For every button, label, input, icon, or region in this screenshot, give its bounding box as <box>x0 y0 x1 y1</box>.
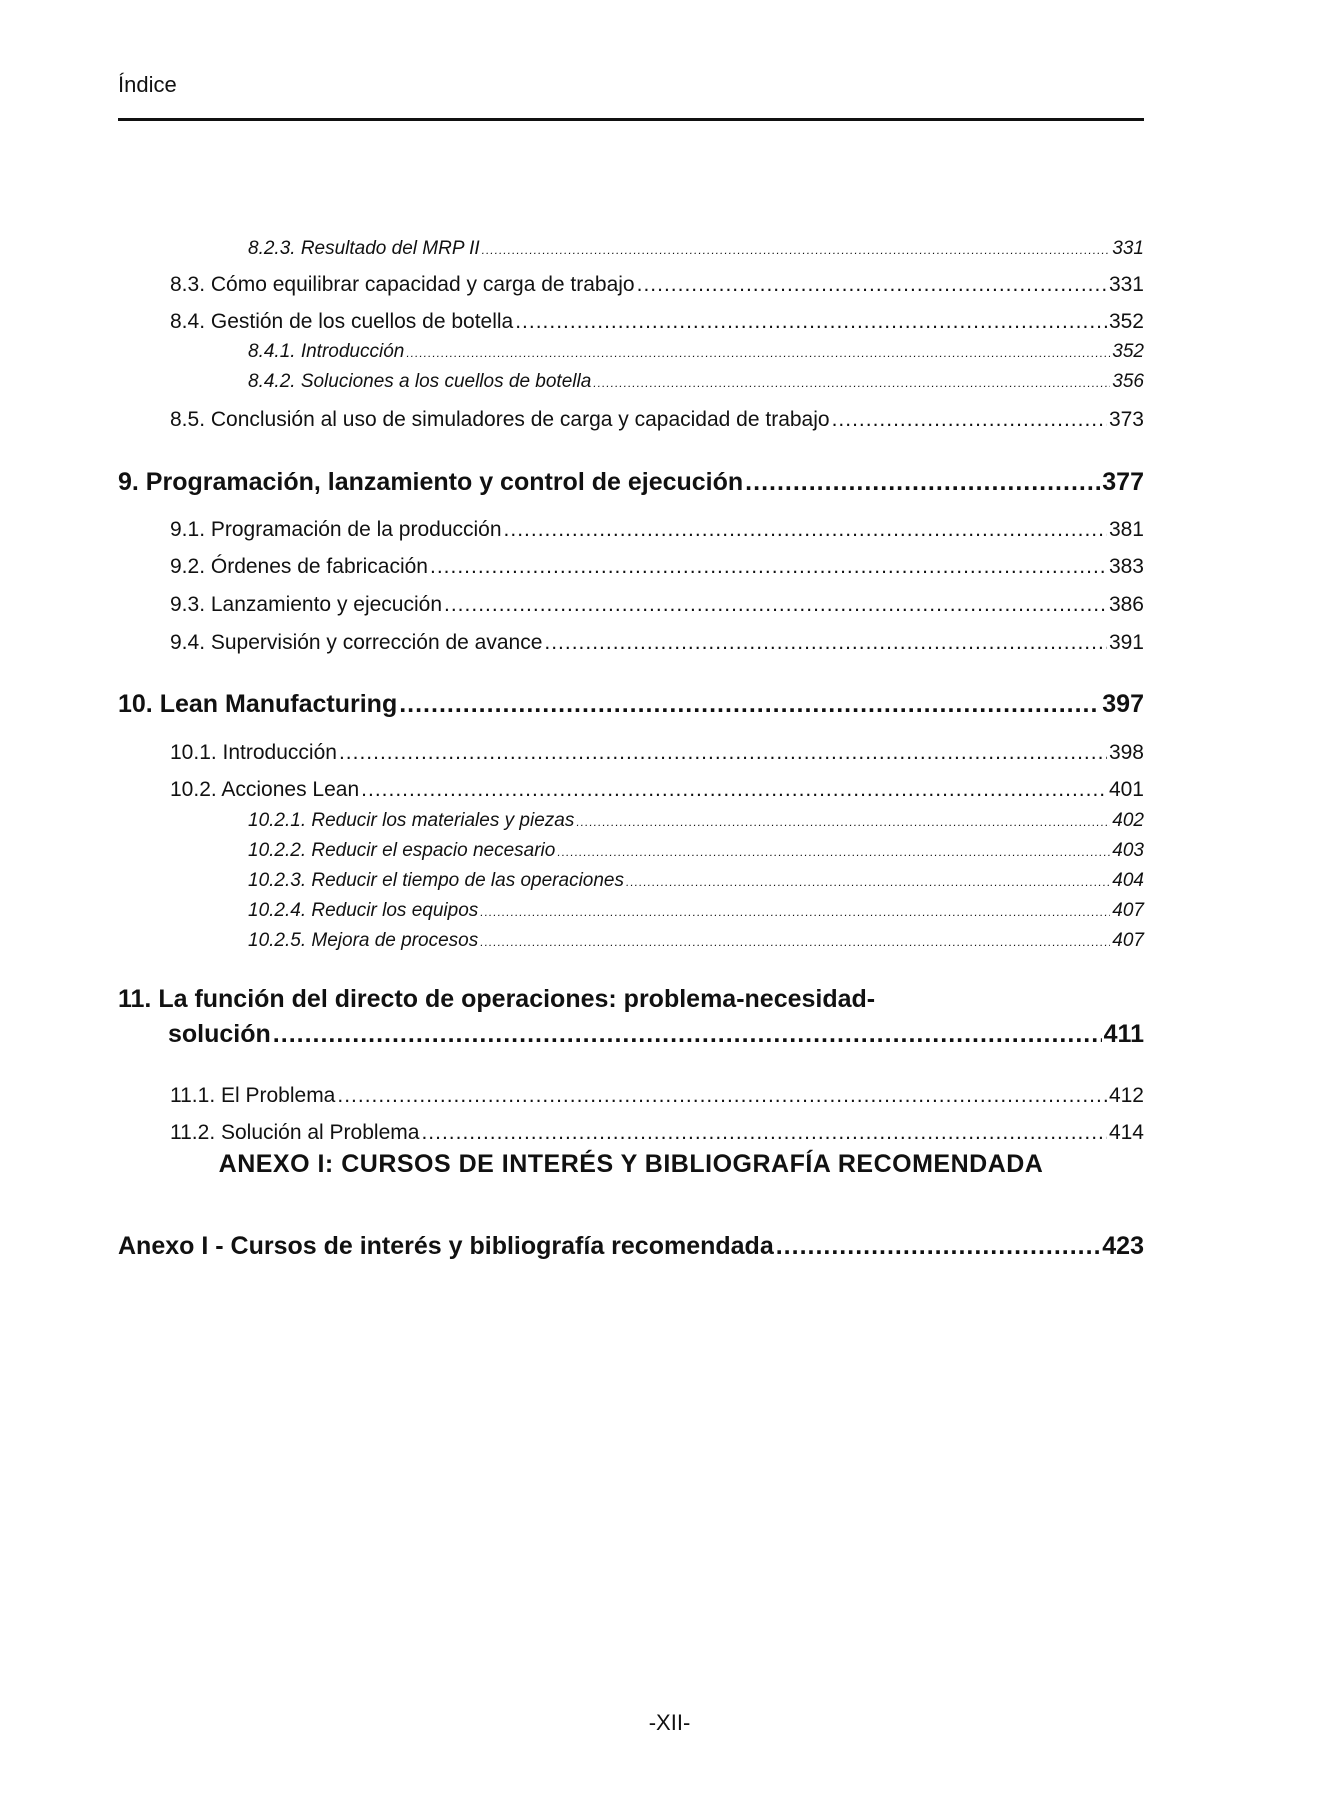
toc-entry-page: 331 <box>1112 238 1144 259</box>
toc-entry-page: 383 <box>1108 555 1144 578</box>
toc-entry-label: 8.4.2. Soluciones a los cuellos de botella <box>248 371 592 392</box>
dot-leader <box>637 273 1107 297</box>
toc-entry-page: 407 <box>1112 930 1144 951</box>
toc-chapter-label: 11. La función del directo de operaciones: problema-necesidad- <box>118 985 876 1013</box>
header-rule <box>118 118 1144 121</box>
toc-entry[interactable] <box>118 870 1144 892</box>
dot-leader <box>480 905 1110 919</box>
dot-leader <box>504 518 1107 542</box>
dot-leader <box>593 376 1110 390</box>
toc-entry-label: 10.1. Introducción <box>170 741 337 764</box>
dot-leader <box>480 935 1110 949</box>
dot-leader <box>337 1084 1107 1108</box>
dot-leader <box>273 1020 1102 1049</box>
toc-annex-label: Anexo I - Cursos de interés y bibliografía recomendada <box>118 1232 774 1260</box>
toc-entry-page: 352 <box>1108 310 1144 333</box>
toc-entry-label: 8.4. Gestión de los cuellos de botella <box>170 310 514 333</box>
dot-leader <box>515 310 1107 334</box>
toc-entry-page: 352 <box>1112 341 1144 362</box>
toc-entry-label: 9.3. Lanzamiento y ejecución <box>170 593 443 616</box>
toc-chapter-label-continuation: solución <box>168 1020 271 1048</box>
dot-leader <box>745 468 1100 497</box>
toc-entry[interactable] <box>118 408 1144 432</box>
toc-entry-page: 414 <box>1108 1121 1144 1144</box>
toc-entry-label: 8.4.1. Introducción <box>248 341 405 362</box>
toc-chapter-label: 9. Programación, lanzamiento y control de ejecución <box>118 468 744 496</box>
toc-entry-label: 10.2.4. Reducir los equipos <box>248 900 479 921</box>
toc-entry-page: 404 <box>1112 870 1144 891</box>
toc-entry-label: 10.2.5. Mejora de procesos <box>248 930 479 951</box>
toc-entry[interactable] <box>118 238 1144 260</box>
toc-chapter[interactable] <box>118 468 1144 497</box>
dot-leader <box>444 593 1107 617</box>
toc-entry[interactable] <box>118 741 1144 765</box>
toc-entry[interactable] <box>118 273 1144 297</box>
toc-entry[interactable] <box>118 1084 1144 1108</box>
toc-entry[interactable] <box>118 900 1144 922</box>
page-number: -XII- <box>648 1710 691 1735</box>
toc-entry[interactable] <box>118 778 1144 802</box>
toc-entry-page: 356 <box>1112 371 1144 392</box>
dot-leader <box>421 1121 1107 1145</box>
toc-chapter-label: 10. Lean Manufacturing <box>118 690 398 718</box>
dot-leader <box>776 1232 1101 1261</box>
dot-leader <box>361 778 1107 802</box>
toc-entry-page: 331 <box>1108 273 1144 296</box>
dot-leader <box>626 875 1110 889</box>
toc-entry-label: 11.2. Solución al Problema <box>170 1121 420 1144</box>
toc-entry[interactable] <box>118 810 1144 832</box>
dot-leader <box>557 845 1110 859</box>
toc-chapter[interactable] <box>118 985 1144 1049</box>
toc-chapter-page: 377 <box>1102 468 1144 496</box>
toc-entry-label: 10.2. Acciones Lean <box>170 778 360 801</box>
toc-entry-label: 10.2.3. Reducir el tiempo de las operaciones <box>248 870 625 891</box>
toc-entry[interactable] <box>118 840 1144 862</box>
toc-entry-label: 10.2.1. Reducir los materiales y piezas <box>248 810 575 831</box>
dot-leader <box>430 555 1107 579</box>
toc-annex-entry[interactable] <box>118 1232 1144 1261</box>
toc-entry-label: 11.1. El Problema <box>170 1084 336 1107</box>
toc-annex-page: 423 <box>1102 1232 1144 1260</box>
toc-entry[interactable] <box>118 631 1144 655</box>
dot-leader <box>482 243 1111 257</box>
toc-chapter[interactable] <box>118 690 1144 719</box>
toc-entry-label: 10.2.2. Reducir el espacio necesario <box>248 840 556 861</box>
dot-leader <box>544 631 1107 655</box>
toc-entry-page: 391 <box>1108 631 1144 654</box>
toc-entry[interactable] <box>118 593 1144 617</box>
toc-entry[interactable] <box>118 341 1144 363</box>
toc-entry-page: 373 <box>1108 408 1144 431</box>
toc-entry-page: 401 <box>1108 778 1144 801</box>
toc-entry[interactable] <box>118 930 1144 952</box>
toc-entry-label: 9.2. Órdenes de fabricación <box>170 555 428 578</box>
running-header: Índice <box>118 72 177 97</box>
toc-entry[interactable] <box>118 518 1144 542</box>
toc-entry-page: 398 <box>1108 741 1144 764</box>
toc-chapter-page: 411 <box>1103 1020 1144 1048</box>
dot-leader <box>399 690 1100 719</box>
toc-entry-page: 402 <box>1112 810 1144 831</box>
toc-entry[interactable] <box>118 371 1144 393</box>
annex-heading: ANEXO I: CURSOS DE INTERÉS Y BIBLIOGRAFÍA RECOMENDADA <box>218 1150 1044 1178</box>
dot-leader <box>576 815 1110 829</box>
dot-leader <box>339 741 1107 765</box>
toc-chapter-page: 397 <box>1102 690 1144 718</box>
toc-entry-page: 407 <box>1112 900 1144 921</box>
toc-entry-page: 412 <box>1108 1084 1144 1107</box>
toc-entry-page: 403 <box>1112 840 1144 861</box>
toc-entry-page: 386 <box>1108 593 1144 616</box>
toc-entry-label: 9.4. Supervisión y corrección de avance <box>170 631 543 654</box>
dot-leader <box>832 408 1107 432</box>
toc-entry-label: 8.5. Conclusión al uso de simuladores de carga y capacidad de trabajo <box>170 408 830 431</box>
toc-entry[interactable] <box>118 555 1144 579</box>
toc-entry-label: 8.3. Cómo equilibrar capacidad y carga de trabajo <box>170 273 635 296</box>
toc-entry[interactable] <box>118 1121 1144 1145</box>
toc-entry-page: 381 <box>1108 518 1144 541</box>
toc-entry-label: 9.1. Programación de la producción <box>170 518 502 541</box>
toc-entry[interactable] <box>118 310 1144 334</box>
toc-entry-label: 8.2.3. Resultado del MRP II <box>248 238 480 259</box>
dot-leader <box>406 346 1110 360</box>
